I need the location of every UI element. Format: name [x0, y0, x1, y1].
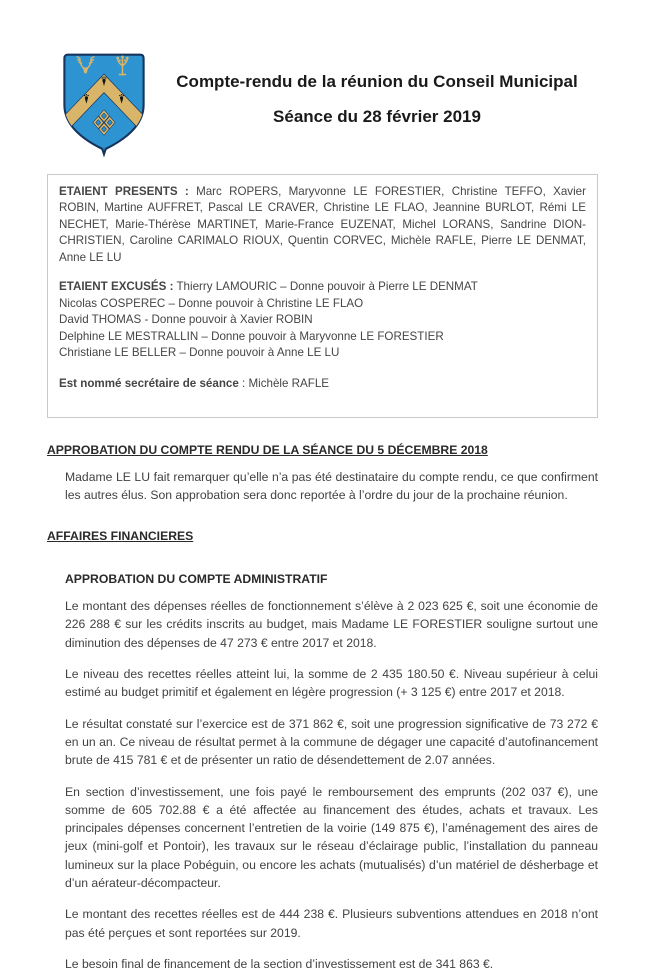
excused-label: ETAIENT EXCUSÉS : — [59, 280, 174, 294]
admin-account-paragraph: En section d’investissement, une fois payé le remboursement des emprunts (202 037 €), une somme de 605 702.88 € a été affectée au financement des études, achats et travaux. Les principales dépenses concernent l’entretien de la voirie (149 875 €), l’aménagement des aires de jeux (mini-golf et Pontoir), les travaux sur le réseau d’éclairage public, l’installation du panneau lumineux sur la place Pobéguin, ou encore les achats (mutualisés) d’un matériel de désherbage et d’un aérateur-décompacteur. — [65, 784, 598, 891]
excused-line: Nicolas COSPEREC – Donne pouvoir à Christine LE FLAO — [59, 296, 364, 310]
document-title — [148, 50, 606, 127]
excused-block — [59, 279, 586, 361]
excused-line: Christiane LE BELLER – Donne pouvoir à Anne LE LU — [59, 346, 340, 360]
document-header — [0, 0, 650, 158]
excused-line: Delphine LE MESTRALLIN – Donne pouvoir à Maryvonne LE FORESTIER — [59, 329, 444, 343]
admin-account-paragraph: Le montant des recettes réelles est de 444 238 €. Plusieurs subventions attendues en 2018 n’ont pas été perçues et sont reportées sur 2019. — [65, 907, 598, 940]
secretary-line — [59, 376, 586, 392]
presents-names: Marc ROPERS, Maryvonne LE FORESTIER, Christine TEFFO, Xavier ROBIN, Martine AUFFRET, Pascal LE CRAVER, Christine LE FLAO, Jeannine BURLOT, Rémi LE NECHET, Marie-Thérèse MARTINET, Marie-France EUZENAT, Michel LORANS, Sandrine DION-CHRISTIEN, Caroline CARIMALO RIOUX, Quentin CORVEC, Michèle RAFLE, Pierre LE DENMAT, Anne LE LU — [59, 185, 586, 264]
section-heading-minutes-approval: APPROBATION DU COMPTE RENDU DE LA SÉANCE DU 5 DÉCEMBRE 2018 — [47, 442, 488, 457]
secretary-label: Est nommé secrétaire de séance — [59, 376, 239, 390]
excused-first: Thierry LAMOURIC – Donne pouvoir à Pierre LE DENMAT — [176, 280, 478, 294]
minutes-approval-paragraph: Madame LE LU fait remarquer qu’elle n’a pas été destinataire du compte rendu, ce que confirment les autres élus. Son approbation sera donc reportée à l’ordre du jour de la prochaine réunion. — [65, 469, 598, 502]
excused-line — [59, 279, 586, 295]
presents-label: ETAIENT PRESENTS : — [59, 185, 189, 198]
subsection-heading-admin-account: APPROBATION DU COMPTE ADMINISTRATIF — [65, 572, 328, 587]
title-line-1: Compte-rendu de la réunion du Conseil Municipal — [176, 72, 578, 91]
secretary-value: : Michèle RAFLE — [242, 376, 330, 390]
document-body — [47, 443, 598, 973]
admin-account-paragraph: Le résultat constaté sur l’exercice est de 371 862 €, soit une progression significative de 73 272 € en un an. Ce niveau de résultat permet à la commune de dégager une capacité d’autofinancement brute de 415 781 € et de présenter un ratio de désendettement de 2.07 années. — [65, 716, 598, 768]
attendance-box — [47, 174, 598, 418]
section-heading-financial-affairs: AFFAIRES FINANCIERES — [47, 529, 194, 544]
admin-account-paragraph: Le besoin final de financement de la section d’investissement est de 341 863 €. — [65, 956, 494, 971]
excused-line: David THOMAS - Donne pouvoir à Xavier ROBIN — [59, 313, 313, 327]
municipal-coat-of-arms-icon — [60, 50, 148, 158]
presents-paragraph — [59, 184, 586, 266]
admin-account-paragraph: Le niveau des recettes réelles atteint lui, la somme de 2 435 180.50 €. Niveau supérieur à celui estimé au budget primitif et également en légère progression (+ 3 125 €) entre 2017 et 2018. — [65, 667, 598, 700]
title-line-2: Séance du 28 février 2019 — [273, 107, 481, 126]
admin-account-paragraph: Le montant des dépenses réelles de fonctionnement s’élève à 2 023 625 €, soit une économie de 226 288 € sur les crédits inscrits au budget, mais Madame LE FORESTIER souligne surtout une diminution des dépenses de 47 273 € entre 2017 et 2018. — [65, 599, 598, 650]
